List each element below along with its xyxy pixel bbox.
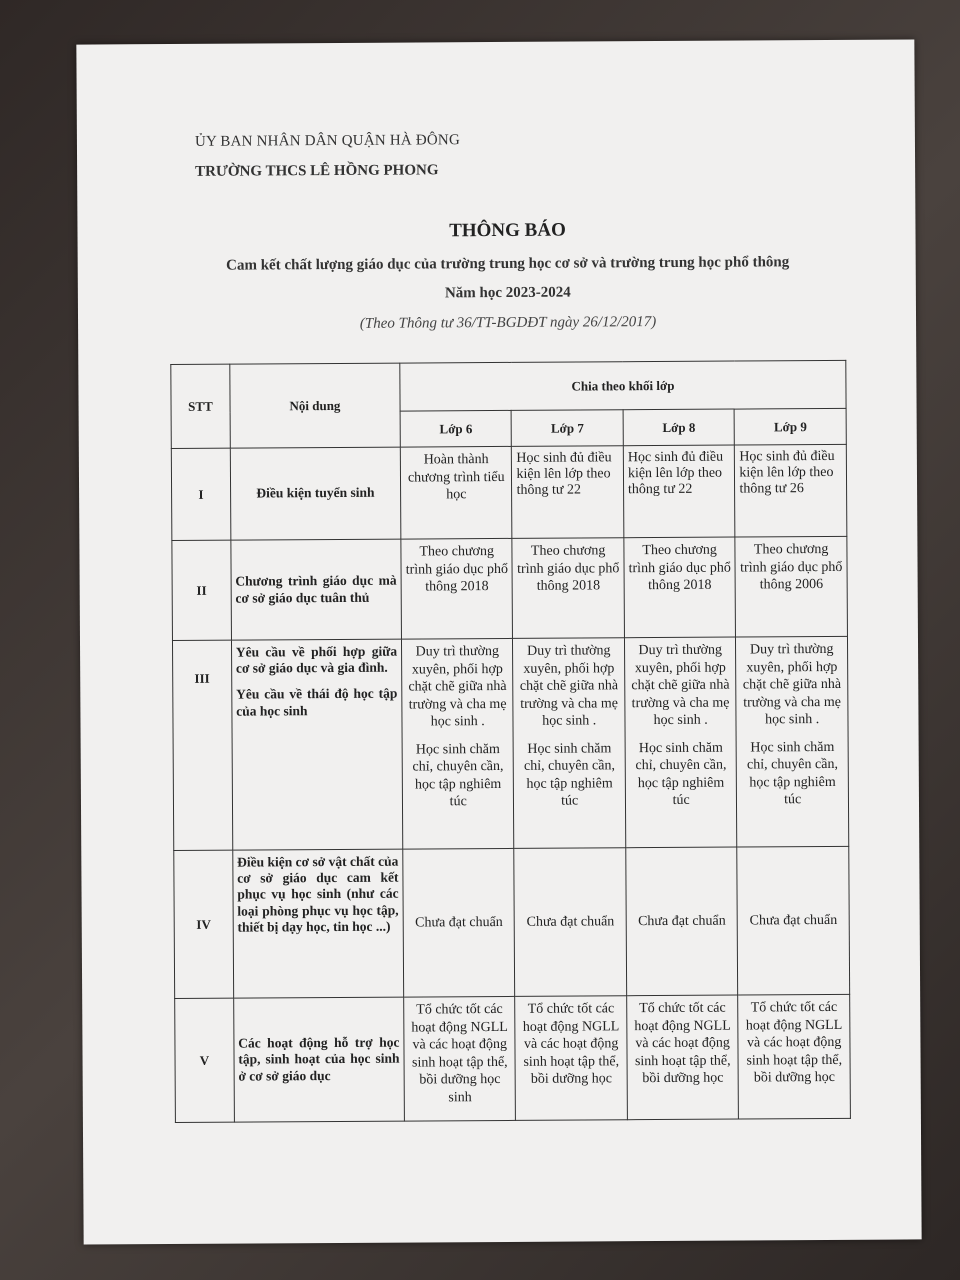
- header-stt: STT: [171, 364, 230, 448]
- row-content-part-2: Yêu cầu về thái độ học tập của học sinh: [236, 685, 398, 719]
- school-year: Năm học 2023-2024: [444, 284, 571, 302]
- cell-text: Học sinh chăm chỉ, chuyên cần, học tập nghiêm túc: [746, 739, 838, 808]
- row-number: I: [171, 448, 230, 540]
- cell-grade-9: [736, 636, 849, 847]
- table-row: [175, 994, 851, 1122]
- row-number: III: [172, 640, 232, 850]
- commitment-table: [170, 360, 851, 1123]
- cell-grade-8: Theo chương trình giáo dục phổ thông 2018: [624, 537, 736, 638]
- cell-grade-8: [624, 637, 737, 848]
- table-row: [174, 846, 850, 998]
- cell-grade-6: Tổ chức tốt các hoạt động NGLL và các hoạt động sinh hoạt tập thể, bồi dưỡng học sinh: [404, 996, 516, 1121]
- cell-grade-6: Theo chương trình giáo dục phổ thông 2018: [401, 538, 513, 639]
- cell-text: Học sinh chăm chỉ, chuyên cần, học tập nghiêm túc: [635, 740, 727, 808]
- header-grade-7: Lớp 7: [512, 410, 624, 447]
- row-content: Điều kiện cơ sở vật chất của cơ sở giáo dục cam kết phục vụ học sinh (như các loại phòng phục vụ học tập, thiết bị dạy học, tin học ...): [233, 849, 404, 998]
- header-grade-8: Lớp 8: [623, 409, 735, 446]
- legal-reference: (Theo Thông tư 36/TT-BGDĐT ngày 26/12/2017): [359, 314, 657, 332]
- cell-grade-9: Chưa đạt chuẩn: [737, 846, 849, 995]
- cell-grade-7: Theo chương trình giáo dục phổ thông 2018: [512, 538, 624, 639]
- cell-text: Duy trì thường xuyên, phối hợp chặt chẽ giữa nhà trường và cha mẹ học sinh .: [408, 644, 507, 730]
- cell-grade-9: Theo chương trình giáo dục phổ thông 2006: [735, 536, 847, 637]
- table-header-row: [171, 360, 846, 412]
- notice-subtitle: Cam kết chất lượng giáo dục của trường trung học cơ sở và trường trung học phổ thông: [226, 254, 790, 274]
- cell-grade-9: Học sinh đủ điều kiện lên lớp theo thông tư 26: [735, 444, 847, 537]
- cell-text: Học sinh chăm chỉ, chuyên cần, học tập nghiêm túc: [523, 740, 616, 809]
- row-content: Điều kiện tuyển sinh: [230, 447, 401, 540]
- header-grade-9: Lớp 9: [735, 408, 847, 445]
- cell-grade-9: Tổ chức tốt các hoạt động NGLL và các hoạt động sinh hoạt tập thể, bồi dưỡng học: [738, 994, 850, 1119]
- school-name: TRƯỜNG THCS LÊ HỒNG PHONG: [195, 162, 439, 180]
- table-row: [171, 444, 847, 540]
- table-row: [172, 536, 848, 640]
- header-grade-group: Chia theo khối lớp: [400, 360, 846, 411]
- cell-text: Học sinh chăm chỉ, chuyên cần, học tập nghiêm túc: [412, 741, 504, 810]
- document-page: [76, 39, 921, 1244]
- row-number: II: [172, 540, 231, 640]
- header-content: Nội dung: [230, 363, 401, 448]
- cell-grade-6: [401, 638, 514, 849]
- cell-text: Duy trì thường xuyên, phối hợp chặt chẽ giữa nhà trường và cha mẹ học sinh .: [742, 641, 842, 728]
- row-content-part-1: Yêu cầu về phối hợp giữa cơ sở giáo dục và gia đình.: [235, 643, 398, 676]
- row-content: Các hoạt động hỗ trợ học tập, sinh hoạt của học sinh ở cơ sở giáo dục: [233, 997, 404, 1122]
- row-content: [231, 639, 403, 850]
- cell-grade-7: [513, 638, 626, 849]
- row-number: V: [175, 998, 235, 1122]
- cell-text: Duy trì thường xuyên, phối hợp chặt chẽ giữa nhà trường và cha mẹ học sinh .: [631, 642, 730, 729]
- authority-name: ỦY BAN NHÂN DÂN QUẬN HÀ ĐÔNG: [194, 132, 461, 150]
- cell-grade-7: Học sinh đủ điều kiện lên lớp theo thông tư 22: [512, 446, 624, 539]
- cell-text: Duy trì thường xuyên, phối hợp chặt chẽ giữa nhà trường và cha mẹ học sinh .: [519, 643, 619, 729]
- cell-grade-8: Tổ chức tốt các hoạt động NGLL và các hoạt động sinh hoạt tập thể, bồi dưỡng học: [627, 995, 739, 1120]
- cell-grade-6: Chưa đạt chuẩn: [403, 848, 515, 997]
- table-row: [172, 636, 848, 850]
- notice-title: THÔNG BÁO: [449, 219, 566, 242]
- cell-grade-6: Hoàn thành chương trình tiểu học: [400, 446, 512, 539]
- cell-grade-7: Tổ chức tốt các hoạt động NGLL và các hoạt động sinh hoạt tập thể, bồi dưỡng học: [515, 996, 627, 1121]
- row-content: Chương trình giáo dục mà cơ sở giáo dục tuân thủ: [231, 539, 402, 640]
- cell-grade-8: Học sinh đủ điều kiện lên lớp theo thông tư 22: [623, 445, 735, 538]
- cell-grade-8: Chưa đạt chuẩn: [626, 847, 738, 996]
- cell-grade-7: Chưa đạt chuẩn: [514, 848, 626, 997]
- header-grade-6: Lớp 6: [400, 410, 512, 447]
- row-number: IV: [174, 850, 234, 998]
